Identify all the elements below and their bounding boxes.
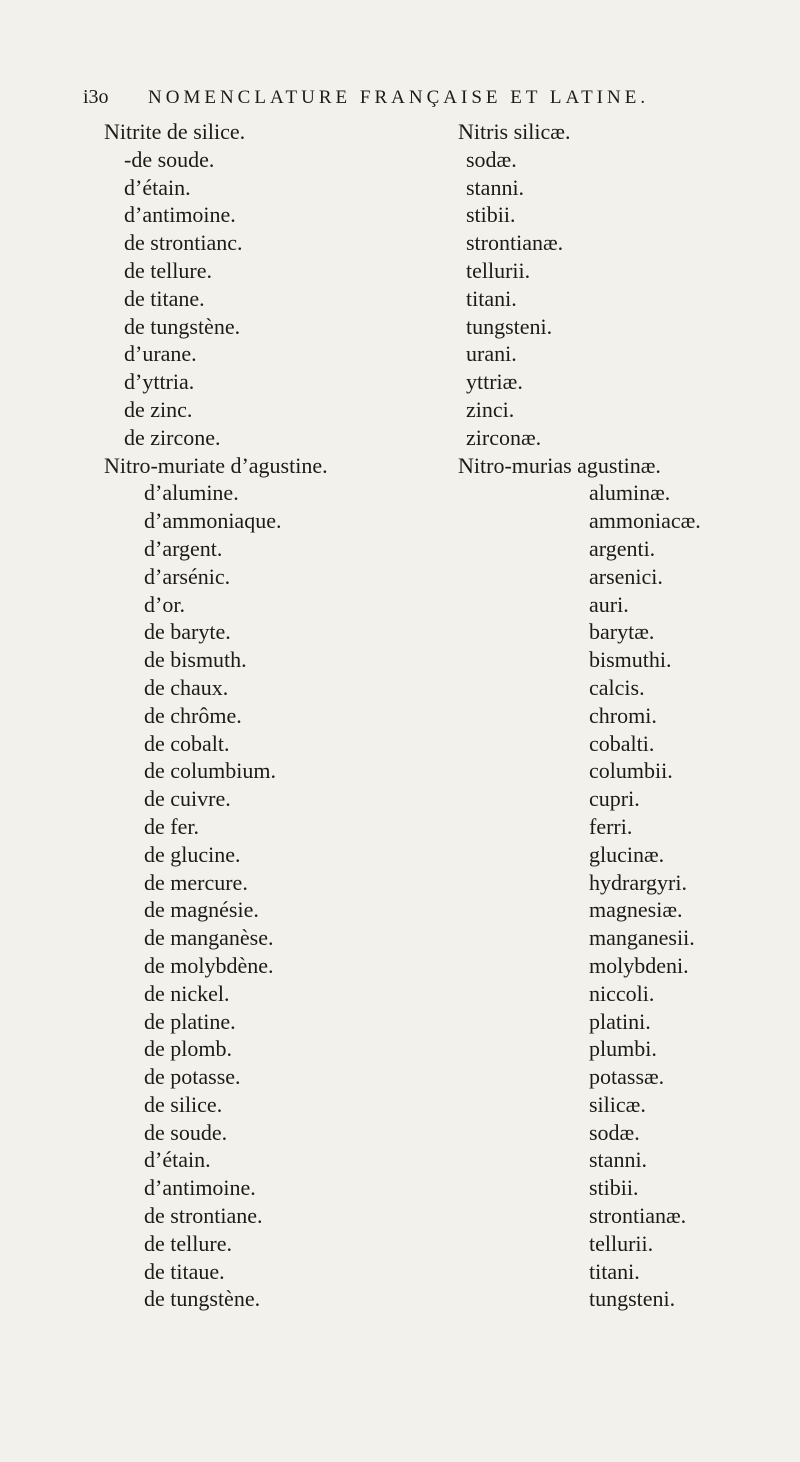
latin-entry: manganesii. xyxy=(589,925,695,951)
french-entry: de baryte. xyxy=(144,619,231,645)
latin-entry: aluminæ. xyxy=(589,480,671,506)
french-entry: de tellure. xyxy=(144,1230,232,1256)
french-entry: de zircone. xyxy=(124,424,221,450)
latin-entry: auri. xyxy=(589,591,629,617)
latin-entry: titani. xyxy=(589,1258,640,1284)
french-entry: de cobalt. xyxy=(144,730,230,756)
french-entry: d’antimoine. xyxy=(124,202,236,228)
french-entry: de cuivre. xyxy=(144,786,231,812)
french-entry: de manganèse. xyxy=(144,925,274,951)
latin-column xyxy=(458,118,788,1313)
french-entry: de molybdène. xyxy=(144,952,274,978)
french-entry: de titaue. xyxy=(144,1258,225,1284)
french-entry: de silice. xyxy=(144,1091,223,1117)
latin-entry: ferri. xyxy=(589,813,633,839)
latin-entry: calcis. xyxy=(589,674,645,700)
french-entry: d’argent. xyxy=(144,535,223,561)
latin-entry: platini. xyxy=(589,1008,651,1034)
french-entry: de platine. xyxy=(144,1008,236,1034)
french-entry: de chaux. xyxy=(144,674,229,700)
latin-entry: tungsteni. xyxy=(466,313,553,339)
french-entry: d’étain. xyxy=(124,174,191,200)
french-entry: Nitrite de silice. xyxy=(104,119,246,144)
french-entry: d’alumine. xyxy=(144,480,239,506)
french-entry: d’yttria. xyxy=(124,369,195,395)
latin-entry: tellurii. xyxy=(466,257,531,283)
french-entry: de tellure. xyxy=(124,257,212,283)
latin-entry: hydrargyri. xyxy=(589,869,687,895)
french-entry: de titane. xyxy=(124,285,205,311)
latin-entry: stibii. xyxy=(589,1175,639,1201)
french-entry: d’urane. xyxy=(124,341,197,367)
latin-entry: chromi. xyxy=(589,702,657,728)
french-entry: d’arsénic. xyxy=(144,563,231,589)
latin-entry: zinci. xyxy=(466,396,515,422)
latin-entry: glucinæ. xyxy=(589,841,665,867)
latin-entry: Nitris silicæ. xyxy=(458,119,571,144)
latin-entry: barytæ. xyxy=(589,619,655,645)
latin-entry: Nitro-murias agustinæ. xyxy=(458,452,661,478)
latin-entry: urani. xyxy=(466,341,517,367)
latin-entry: arsenici. xyxy=(589,563,663,589)
latin-entry: zirconæ. xyxy=(466,424,542,450)
french-entry: de tungstène. xyxy=(144,1286,261,1312)
french-entry: de plomb. xyxy=(144,1036,232,1062)
latin-entry: magnesiæ. xyxy=(589,897,683,923)
french-entry: de glucine. xyxy=(144,841,241,867)
latin-entry: columbii. xyxy=(589,758,673,784)
latin-entry: molybdeni. xyxy=(589,952,689,978)
french-entry: de potasse. xyxy=(144,1064,241,1090)
latin-entry: strontianæ. xyxy=(466,230,564,256)
french-entry: d’ammoniaque. xyxy=(144,508,282,534)
french-entry: de bismuth. xyxy=(144,647,247,673)
latin-entry: niccoli. xyxy=(589,980,655,1006)
latin-entry: stibii. xyxy=(466,202,516,228)
french-column xyxy=(104,118,444,1313)
french-entry: de nickel. xyxy=(144,980,230,1006)
latin-entry: argenti. xyxy=(589,535,656,561)
french-entry: de tungstène. xyxy=(124,313,241,339)
french-entry: d’or. xyxy=(144,591,185,617)
latin-entry: tungsteni. xyxy=(589,1286,676,1312)
french-entry: d’antimoine. xyxy=(144,1175,256,1201)
french-entry: d’étain. xyxy=(144,1147,211,1173)
latin-entry: strontianæ. xyxy=(589,1203,687,1229)
latin-entry: cupri. xyxy=(589,786,640,812)
latin-entry: tellurii. xyxy=(589,1230,654,1256)
french-entry: de fer. xyxy=(144,813,199,839)
latin-entry: sodæ. xyxy=(589,1119,640,1145)
latin-entry: yttriæ. xyxy=(466,369,523,395)
running-header xyxy=(83,86,773,109)
latin-entry: titani. xyxy=(466,285,517,311)
latin-entry: cobalti. xyxy=(589,730,655,756)
latin-entry: silicæ. xyxy=(589,1091,646,1117)
french-entry: de chrôme. xyxy=(144,702,242,728)
latin-entry: ammoniacæ. xyxy=(589,508,701,534)
latin-entry: sodæ. xyxy=(466,146,517,172)
page-number: i3o xyxy=(83,86,109,108)
latin-entry: plumbi. xyxy=(589,1036,657,1062)
french-entry: de zinc. xyxy=(124,396,193,422)
latin-entry: stanni. xyxy=(466,174,525,200)
running-title: NOMENCLATURE FRANÇAISE ET LATINE. xyxy=(148,87,650,108)
french-entry: -de soude. xyxy=(124,146,215,172)
latin-entry: bismuthi. xyxy=(589,647,672,673)
latin-entry: potassæ. xyxy=(589,1064,665,1090)
latin-entry: stanni. xyxy=(589,1147,648,1173)
french-entry: de magnésie. xyxy=(144,897,259,923)
french-entry: de strontiane. xyxy=(144,1203,263,1229)
french-entry: de mercure. xyxy=(144,869,248,895)
french-entry: de soude. xyxy=(144,1119,228,1145)
french-entry: de strontianc. xyxy=(124,230,243,256)
french-entry: de columbium. xyxy=(144,758,276,784)
french-entry: Nitro-muriate d’agustine. xyxy=(104,452,328,478)
